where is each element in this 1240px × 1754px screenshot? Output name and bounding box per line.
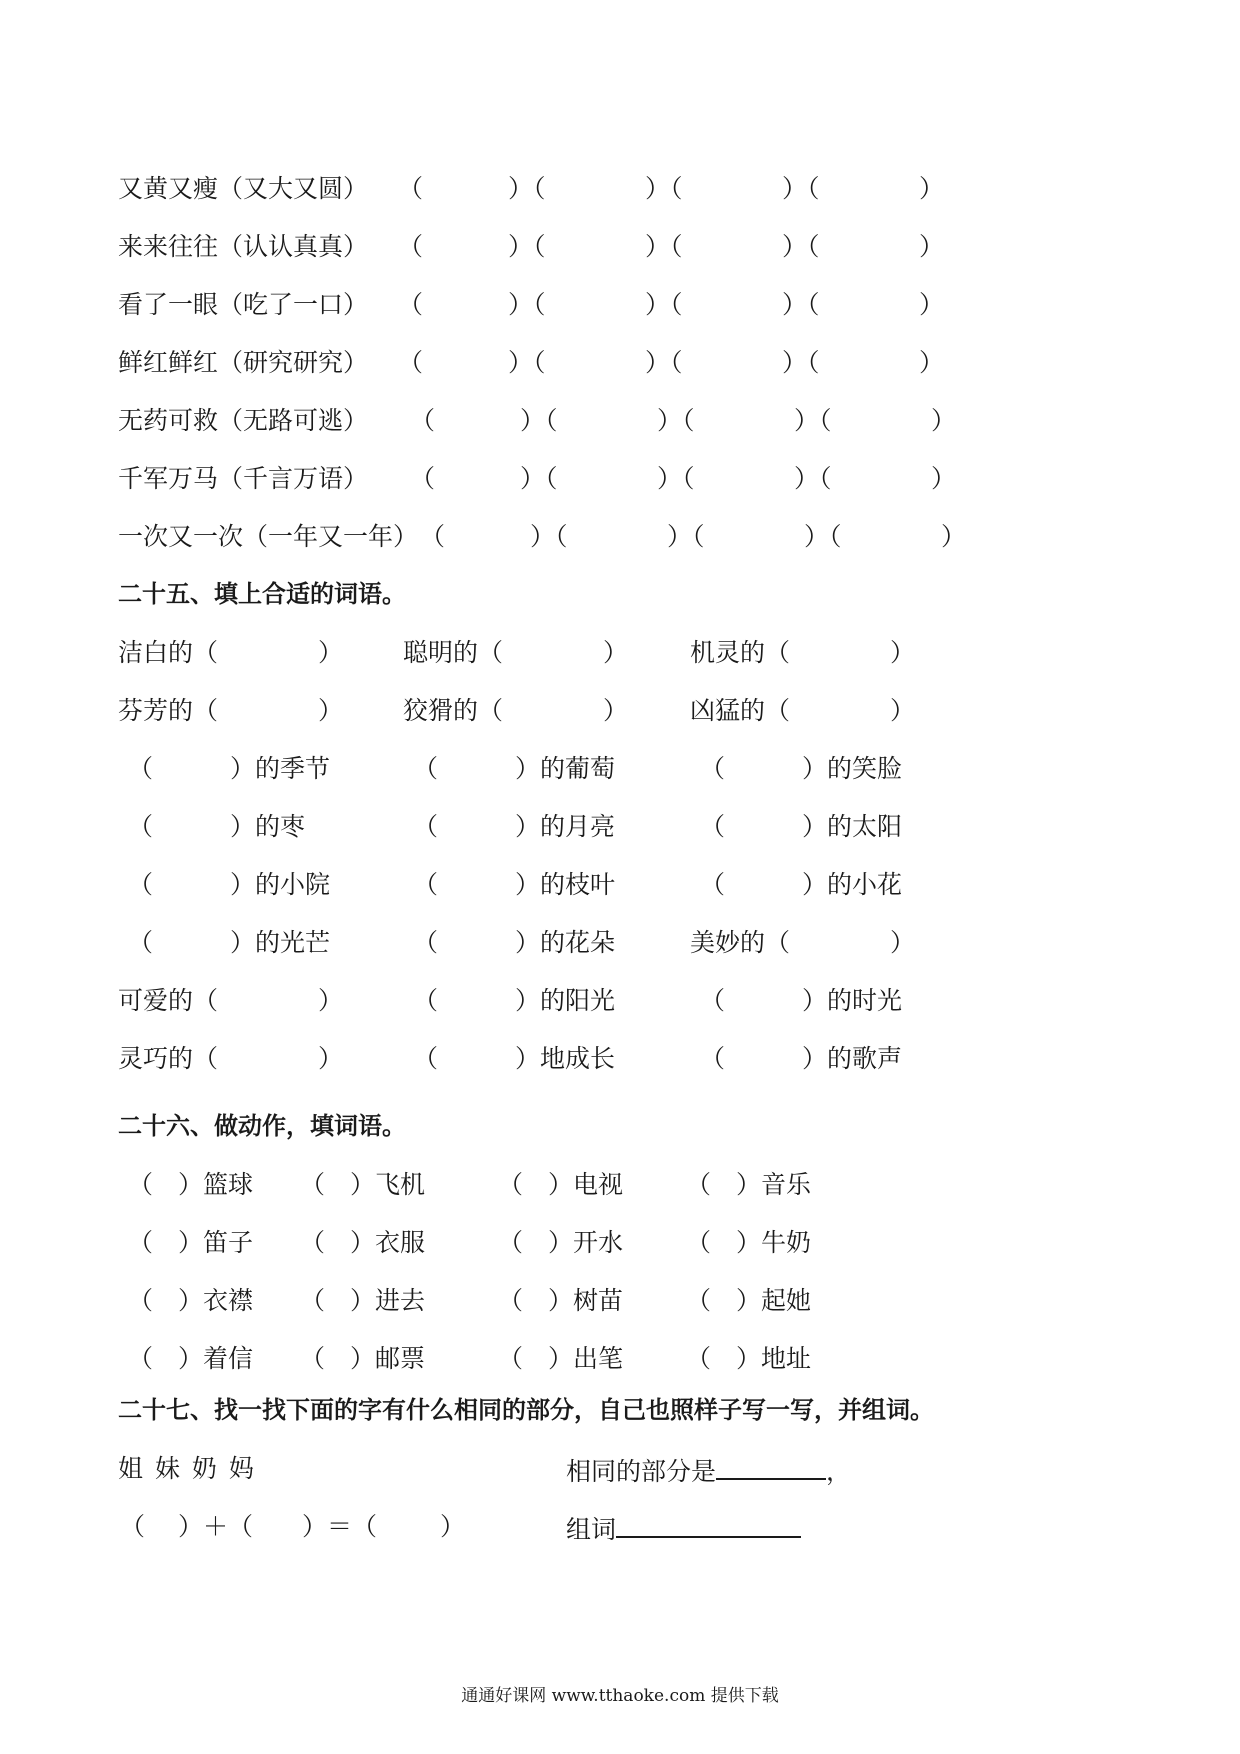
- action-open-paren: （: [300, 1170, 326, 1199]
- equation-paren-3: ）＝（: [302, 1512, 378, 1541]
- pattern-open-paren: （: [420, 522, 446, 551]
- pattern-blank-paren: ）（: [508, 348, 546, 377]
- section-26-heading: 二十六、做动作，填词语。: [118, 1111, 406, 1140]
- action-word: ）着信: [178, 1344, 254, 1373]
- action-word: ）牛奶: [736, 1228, 812, 1257]
- pattern-blank-paren: ）: [919, 232, 945, 261]
- pattern-open-paren: （: [410, 464, 436, 493]
- pattern-blank-paren: ）（: [520, 406, 558, 435]
- pattern-blank-paren: ）（: [520, 464, 558, 493]
- fill-word-prefix: （: [413, 1044, 439, 1073]
- action-open-paren: （: [300, 1228, 326, 1257]
- pattern-blank-paren: ）（: [645, 348, 683, 377]
- action-word: ）开水: [548, 1228, 624, 1257]
- fill-word-suffix: ）的小院: [230, 870, 331, 899]
- pattern-open-paren: （: [398, 348, 424, 377]
- action-open-paren: （: [686, 1344, 712, 1373]
- fill-word-suffix: ）: [318, 986, 344, 1015]
- action-open-paren: （: [128, 1228, 154, 1257]
- pattern-blank-paren: ）（: [782, 348, 820, 377]
- fill-word-suffix: ）的枝叶: [515, 870, 616, 899]
- action-word: ）音乐: [736, 1170, 812, 1199]
- fill-word-prefix: （: [413, 754, 439, 783]
- action-open-paren: （: [686, 1228, 712, 1257]
- fill-word-suffix: ）: [318, 1044, 344, 1073]
- fill-word-prefix: （: [413, 928, 439, 957]
- pattern-open-paren: （: [398, 232, 424, 261]
- equation-paren-4: ）: [440, 1512, 466, 1541]
- pattern-blank-paren: ）（: [782, 174, 820, 203]
- action-word: ）笛子: [178, 1228, 254, 1257]
- fill-word-suffix: ）的枣: [230, 812, 306, 841]
- pattern-blank-paren: ）: [941, 522, 967, 551]
- fill-word-prefix: （: [128, 754, 154, 783]
- pattern-blank-paren: ）: [931, 464, 957, 493]
- fill-word-prefix: 可爱的（: [118, 986, 219, 1015]
- pattern-open-paren: （: [398, 290, 424, 319]
- fill-word-prefix: 狡猾的（: [403, 696, 504, 725]
- pattern-blank-paren: ）（: [794, 406, 832, 435]
- fill-word-prefix: （: [413, 812, 439, 841]
- action-word: ）进去: [350, 1286, 426, 1315]
- section-25-heading: 二十五、填上合适的词语。: [118, 579, 406, 608]
- fill-word-suffix: ）的小花: [802, 870, 903, 899]
- fill-word-prefix: （: [700, 986, 726, 1015]
- action-word: ）邮票: [350, 1344, 426, 1373]
- pattern-blank-paren: ）（: [508, 290, 546, 319]
- fill-word-prefix: 灵巧的（: [118, 1044, 219, 1073]
- action-word: ）地址: [736, 1344, 812, 1373]
- fill-word-prefix: 凶猛的（: [690, 696, 791, 725]
- action-open-paren: （: [300, 1286, 326, 1315]
- action-word: ）篮球: [178, 1170, 254, 1199]
- action-open-paren: （: [686, 1170, 712, 1199]
- pattern-open-paren: （: [410, 406, 436, 435]
- pattern-blank-paren: ）: [919, 348, 945, 377]
- same-part-line: [566, 1456, 851, 1484]
- fill-word-prefix: （: [413, 870, 439, 899]
- fill-word-prefix: （: [413, 986, 439, 1015]
- fill-word-prefix: 芬芳的（: [118, 696, 219, 725]
- action-open-paren: （: [498, 1228, 524, 1257]
- fill-word-prefix: （: [128, 870, 154, 899]
- fill-word-suffix: ）地成长: [515, 1044, 616, 1073]
- action-open-paren: （: [498, 1344, 524, 1373]
- same-part-suffix: ，: [826, 1457, 852, 1486]
- fill-word-suffix: ）: [318, 696, 344, 725]
- pattern-example-label: 鲜红鲜红（研究研究）: [118, 348, 369, 377]
- pattern-example-label: 又黄又瘦（又大又圆）: [118, 174, 369, 203]
- section-27-heading: 二十七、找一找下面的字有什么相同的部分，自己也照样子写一写，并组词。: [118, 1395, 934, 1424]
- fill-word-suffix: ）: [890, 638, 916, 667]
- page-footer: 通通好课网 www.tthaoke.com 提供下载: [461, 1686, 779, 1706]
- fill-word-suffix: ）: [318, 638, 344, 667]
- equation-paren-1: （: [120, 1512, 146, 1541]
- fill-word-suffix: ）: [603, 638, 629, 667]
- action-word: ）出笔: [548, 1344, 624, 1373]
- action-open-paren: （: [498, 1170, 524, 1199]
- action-word: ）起她: [736, 1286, 812, 1315]
- pattern-example-label: 千军万马（千言万语）: [118, 464, 369, 493]
- pattern-blank-paren: ）（: [530, 522, 568, 551]
- pattern-blank-paren: ）（: [657, 406, 695, 435]
- fill-word-prefix: （: [128, 928, 154, 957]
- pattern-blank-paren: ）（: [645, 174, 683, 203]
- fill-word-prefix: 洁白的（: [118, 638, 219, 667]
- word-blank[interactable]: [616, 1514, 801, 1538]
- pattern-example-label: 看了一眼（吃了一口）: [118, 290, 369, 319]
- pattern-blank-paren: ）: [919, 290, 945, 319]
- fill-word-suffix: ）的太阳: [802, 812, 903, 841]
- pattern-blank-paren: ）（: [782, 290, 820, 319]
- pattern-blank-paren: ）（: [657, 464, 695, 493]
- action-word: ）衣服: [350, 1228, 426, 1257]
- pattern-example-label: 来来往往（认认真真）: [118, 232, 369, 261]
- fill-word-prefix: 美妙的（: [690, 928, 791, 957]
- action-open-paren: （: [498, 1286, 524, 1315]
- action-open-paren: （: [128, 1344, 154, 1373]
- fill-word-suffix: ）的花朵: [515, 928, 616, 957]
- fill-word-suffix: ）: [890, 696, 916, 725]
- pattern-blank-paren: ）（: [667, 522, 705, 551]
- action-open-paren: （: [300, 1344, 326, 1373]
- pattern-open-paren: （: [398, 174, 424, 203]
- fill-word-prefix: （: [700, 1044, 726, 1073]
- fill-word-suffix: ）的月亮: [515, 812, 616, 841]
- pattern-blank-paren: ）（: [645, 232, 683, 261]
- fill-word-suffix: ）的季节: [230, 754, 331, 783]
- pattern-blank-paren: ）（: [508, 174, 546, 203]
- fill-word-suffix: ）: [603, 696, 629, 725]
- word-label: 组词: [566, 1515, 617, 1544]
- pattern-example-label: 一次又一次（一年又一年）: [118, 522, 419, 551]
- fill-word-prefix: （: [700, 754, 726, 783]
- fill-word-prefix: （: [700, 812, 726, 841]
- pattern-blank-paren: ）: [919, 174, 945, 203]
- pattern-blank-paren: ）（: [782, 232, 820, 261]
- word-line: [566, 1514, 801, 1542]
- fill-word-suffix: ）的歌声: [802, 1044, 903, 1073]
- action-word: ）衣襟: [178, 1286, 254, 1315]
- action-open-paren: （: [128, 1170, 154, 1199]
- example-characters: 姐 妹 奶 妈: [118, 1454, 256, 1483]
- pattern-blank-paren: ）（: [645, 290, 683, 319]
- equation-paren-2: ）＋（: [178, 1512, 254, 1541]
- action-open-paren: （: [128, 1286, 154, 1315]
- pattern-blank-paren: ）（: [804, 522, 842, 551]
- same-part-label: 相同的部分是: [566, 1457, 717, 1486]
- fill-word-suffix: ）的光芒: [230, 928, 331, 957]
- pattern-example-label: 无药可救（无路可逃）: [118, 406, 369, 435]
- action-open-paren: （: [686, 1286, 712, 1315]
- pattern-blank-paren: ）（: [508, 232, 546, 261]
- action-word: ）飞机: [350, 1170, 426, 1199]
- fill-word-prefix: （: [700, 870, 726, 899]
- fill-word-suffix: ）的时光: [802, 986, 903, 1015]
- fill-word-prefix: 机灵的（: [690, 638, 791, 667]
- fill-word-suffix: ）的笑脸: [802, 754, 903, 783]
- pattern-blank-paren: ）（: [794, 464, 832, 493]
- fill-word-suffix: ）的葡萄: [515, 754, 616, 783]
- fill-word-prefix: （: [128, 812, 154, 841]
- action-word: ）树苗: [548, 1286, 624, 1315]
- same-part-blank[interactable]: [716, 1456, 826, 1480]
- fill-word-prefix: 聪明的（: [403, 638, 504, 667]
- fill-word-suffix: ）的阳光: [515, 986, 616, 1015]
- fill-word-suffix: ）: [890, 928, 916, 957]
- action-word: ）电视: [548, 1170, 624, 1199]
- pattern-blank-paren: ）: [931, 406, 957, 435]
